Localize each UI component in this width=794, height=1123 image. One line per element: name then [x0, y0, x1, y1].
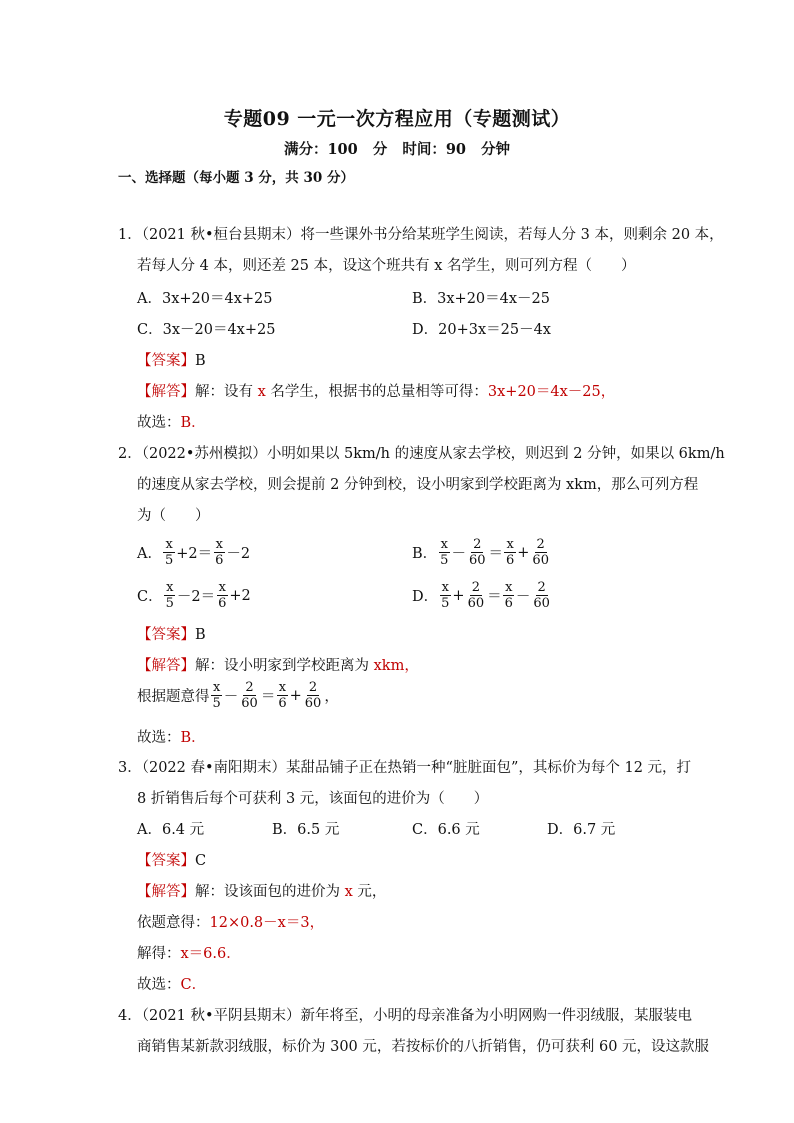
q3-option-d: D．6.7 元	[547, 822, 616, 838]
q4-line2: 商销售某新款羽绒服，标价为 300 元，若按标价的八折销售，仍可获利 60 元，设这款服	[137, 1039, 710, 1055]
denominator: 6	[505, 553, 515, 568]
fraction	[164, 580, 176, 611]
operator: +	[289, 687, 302, 704]
solution-tag: 【解答】	[137, 884, 195, 900]
q1-answer	[137, 351, 206, 371]
fraction	[216, 580, 228, 611]
q2-line3: 为（ ）	[137, 508, 210, 524]
conclusion-answer: B．	[180, 730, 206, 746]
numerator: x	[278, 680, 287, 695]
q1-option-c: C．3x－20＝4x+25	[137, 322, 276, 338]
numerator: x	[440, 537, 448, 552]
denominator: 5	[164, 553, 174, 568]
fraction	[163, 537, 175, 568]
operator: －	[515, 589, 531, 605]
q3-solve-line	[137, 944, 241, 964]
q1-line1: 1．（2021 秋•桓台县期末）将一些课外书分给某班学生阅读，若每人分 3 本，则剩余 20 本，	[118, 227, 724, 243]
denominator: 60	[533, 596, 550, 611]
section-heading: 一、选择题（每小题 3 分，共 30 分）	[118, 170, 354, 186]
equation-label: 依题意得：	[137, 915, 210, 931]
answer-value: B	[195, 627, 206, 643]
fraction	[303, 680, 324, 711]
fraction	[531, 580, 552, 611]
page-title: 专题09 一元一次方程应用（专题测试）	[223, 108, 571, 130]
answer-tag: 【答案】	[137, 853, 195, 869]
q2-option-d	[412, 580, 553, 611]
q3-solution	[137, 882, 386, 902]
q3-option-c: C．6.6 元	[412, 822, 480, 838]
conclusion-label: 故选：	[137, 730, 181, 746]
operator: +2＝	[176, 546, 213, 562]
answer-value: C	[195, 853, 207, 869]
solution-text: 解：设有	[195, 384, 258, 400]
q2-option-c	[137, 580, 251, 611]
q2-option-b	[412, 537, 552, 568]
fraction	[503, 580, 515, 611]
fraction	[438, 537, 450, 568]
operator: +	[517, 544, 530, 561]
operator: －2＝	[176, 589, 216, 605]
operator: －2	[226, 546, 251, 562]
fraction	[467, 537, 488, 568]
numerator: x	[218, 580, 226, 595]
fraction	[213, 537, 225, 568]
solution-variable: x	[257, 384, 266, 400]
denominator: 6	[278, 696, 287, 711]
fraction	[504, 537, 516, 568]
q2-line1: 2．（2022•苏州模拟）小明如果以 5km/h 的速度从家去学校，则迟到 2 分钟，如果以 6km/h	[118, 446, 725, 462]
solution-tag: 【解答】	[137, 384, 195, 400]
punctuation: ，	[324, 689, 339, 705]
q1-conclusion	[137, 413, 206, 433]
fraction	[439, 580, 451, 611]
equation: 12×0.8－x＝3，	[209, 915, 325, 931]
operator: ＝	[488, 546, 503, 562]
numerator: 2	[473, 537, 482, 552]
numerator: 2	[471, 580, 480, 595]
q1-option-b: B．3x+20＝4x－25	[412, 291, 551, 307]
numerator: x	[441, 580, 449, 595]
q1-option-d: D．20+3x＝25－4x	[412, 322, 551, 338]
denominator: 60	[468, 553, 486, 568]
denominator: 60	[532, 553, 549, 568]
fraction	[211, 680, 223, 711]
numerator: x	[505, 580, 513, 595]
numerator: 2	[308, 680, 318, 695]
denominator: 6	[218, 596, 227, 611]
q2-conclusion	[137, 728, 206, 748]
operator: +2	[229, 587, 251, 604]
denominator: 60	[241, 696, 258, 711]
q3-equation-line	[137, 913, 324, 933]
denominator: 5	[441, 596, 450, 611]
fraction	[239, 680, 260, 711]
solution-variable: x	[344, 884, 353, 900]
solution-variable: xkm，	[373, 658, 419, 674]
q2-line2: 的速度从家去学校，则会提前 2 分钟到校，设小明家到学校距离为 xkm，那么可列方程	[137, 477, 699, 493]
conclusion-answer: B．	[180, 415, 206, 431]
solution-text-2: 名学生，根据书的总量相等可得：	[265, 384, 488, 400]
conclusion-label: 故选：	[137, 977, 181, 993]
fraction	[466, 580, 487, 611]
fraction	[276, 680, 288, 711]
solve-label: 解得：	[137, 946, 181, 962]
numerator: x	[506, 537, 514, 552]
denominator: 6	[215, 553, 224, 568]
denominator: 60	[467, 596, 485, 611]
denominator: 60	[304, 696, 322, 711]
q2-option-a	[137, 537, 250, 568]
answer-tag: 【答案】	[137, 353, 195, 369]
fraction	[530, 537, 551, 568]
solution-tag: 【解答】	[137, 658, 195, 674]
numerator: x	[215, 537, 223, 552]
answer-value: B	[195, 353, 206, 369]
option-label: C．	[137, 589, 163, 605]
denominator: 5	[440, 553, 449, 568]
operator: +	[452, 587, 465, 604]
conclusion-label: 故选：	[137, 415, 181, 431]
page-subtitle: 满分：100 分 时间：90 分钟	[283, 141, 511, 158]
numerator: x	[166, 580, 174, 595]
numerator: x	[212, 680, 221, 695]
numerator: 2	[536, 537, 545, 552]
denominator: 6	[504, 596, 513, 611]
option-label: A．	[137, 546, 162, 562]
q1-option-a: A．3x+20＝4x+25	[137, 291, 273, 307]
q3-line2: 8 折销售后每个可获利 3 元，该面包的进价为（ ）	[137, 791, 489, 807]
q3-option-a: A．6.4 元	[137, 822, 205, 838]
operator: ＝	[487, 589, 502, 605]
solution-text: 解：设小明家到学校距离为	[195, 658, 374, 674]
q3-option-b: B．6.5 元	[272, 822, 340, 838]
option-label: B．	[412, 546, 438, 562]
operator: ＝	[260, 689, 276, 705]
q2-answer	[137, 625, 206, 645]
denominator: 5	[165, 596, 174, 611]
numerator: 2	[537, 580, 546, 595]
numerator: x	[165, 537, 173, 552]
conclusion-answer: C．	[180, 977, 207, 993]
operator: －	[223, 689, 239, 705]
option-label: D．	[412, 589, 439, 605]
q1-line2: 若每人分 4 本，则还差 25 本，设这个班共有 x 名学生，则可列方程（ ）	[137, 258, 636, 274]
operator: －	[451, 546, 466, 562]
solution-equation: 3x+20＝4x－25，	[487, 384, 616, 400]
solve-result: x＝6.6．	[180, 946, 241, 962]
q4-line1: 4．（2021 秋•平阴县期末）新年将至，小明的母亲准备为小明网购一件羽绒服，某服装电	[118, 1008, 693, 1024]
numerator: 2	[245, 680, 254, 695]
q2-solution	[137, 656, 419, 676]
q3-answer	[137, 851, 206, 871]
q2-solution-equation	[137, 680, 339, 711]
q3-line1: 3．（2022 春•南阳期末）某甜品铺子正在热销一种“脏脏面包”，其标价为每个 12 元，打	[118, 760, 692, 776]
solution-text-2: 元，	[352, 884, 387, 900]
q1-solution	[137, 382, 615, 402]
denominator: 5	[212, 696, 221, 711]
solution-text: 解：设该面包的进价为	[195, 884, 345, 900]
solution-lead: 根据题意得	[137, 689, 210, 705]
answer-tag: 【答案】	[137, 627, 195, 643]
q3-conclusion	[137, 975, 206, 995]
